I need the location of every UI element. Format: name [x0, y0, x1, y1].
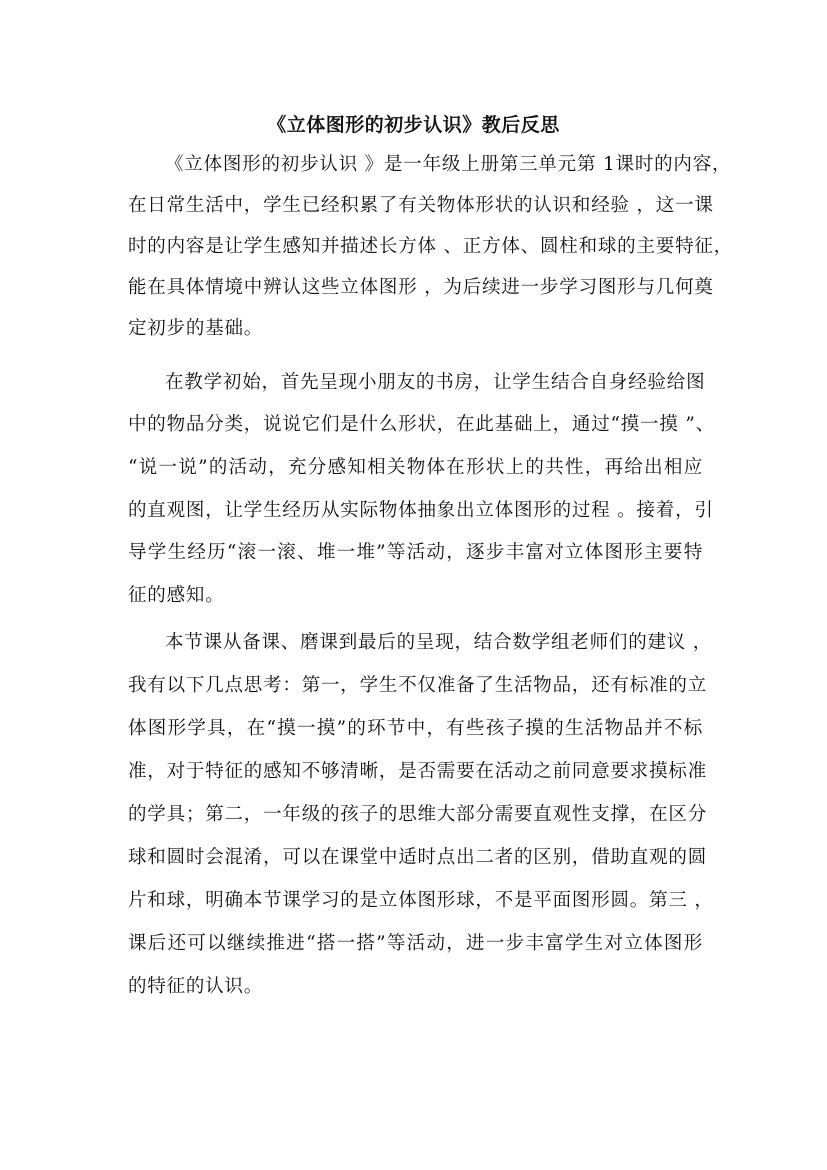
document-title: 《立体图形的初步认识》教后反思 — [267, 114, 560, 136]
paragraph-2-line-4: 的直观图，让学生经历从实际物体抽象出立体图形的过程 。接着，引 — [128, 500, 714, 521]
paragraph-2-line-5: 导学生经历“滚一滚、堆一堆”等活动，逐步丰富对立体图形主要特 — [128, 542, 703, 563]
paragraph-3-line-6: 球和圆时会混淆，可以在课堂中适时点出二者的区别，借助直观的圆 — [128, 847, 708, 868]
paragraph-2-line-3: “说一说”的活动，充分感知相关物体在形状上的共性，再给出相应 — [128, 457, 703, 478]
paragraph-2-line-2: 中的物品分类，说说它们是什么形状，在此基础上，通过“摸一摸 ”、 — [128, 414, 715, 435]
paragraph-2-line-1: 在教学初始，首先呈现小朋友的书房，让学生结合自身经验给图 — [165, 372, 706, 393]
paragraph-3-line-1: 本节课从备课、磨课到最后的呈现，结合数学组老师们的建议 ， — [165, 632, 713, 653]
paragraph-3-line-7: 片和球，明确本节课学习的是立体图形球，不是平面图形圆。第三 ， — [128, 890, 714, 911]
paragraph-1-line-1: 《立体图形的初步认识 》是一年级上册第三单元第 1课时的内容， — [165, 154, 732, 175]
paragraph-1-line-3: 时的内容是让学生感知并描述长方体 、正方体、圆柱和球的主要特征， — [128, 236, 733, 257]
paragraph-1-line-5: 定初步的基础。 — [128, 318, 264, 339]
paragraph-2-line-6: 征的感知。 — [128, 585, 225, 606]
paragraph-1-line-2: 在日常生活中，学生已经积累了有关物体形状的认识和经验 ，这一课 — [128, 195, 714, 216]
paragraph-3-line-8: 课后还可以继续推进“搭一搭”等活动，进一步丰富学生对立体图形 — [128, 933, 703, 954]
paragraph-3-line-9: 的特征的认识。 — [128, 976, 264, 997]
paragraph-3-line-3: 体图形学具，在“摸一摸”的环节中，有些孩子摸的生活物品并不标 — [128, 718, 703, 739]
paragraph-3-line-4: 准，对于特征的感知不够清晰，是否需要在活动之前同意要求摸标准 — [128, 761, 708, 782]
paragraph-3-line-2: 我有以下几点思考：第一，学生不仅准备了生活物品，还有标准的立 — [128, 675, 708, 696]
paragraph-1-line-4: 能在具体情境中辨认这些立体图形 ，为后续进一步学习图形与几何奠 — [128, 277, 714, 298]
paragraph-3-line-5: 的学具；第二，一年级的孩子的思维大部分需要直观性支撑，在区分 — [128, 804, 708, 825]
